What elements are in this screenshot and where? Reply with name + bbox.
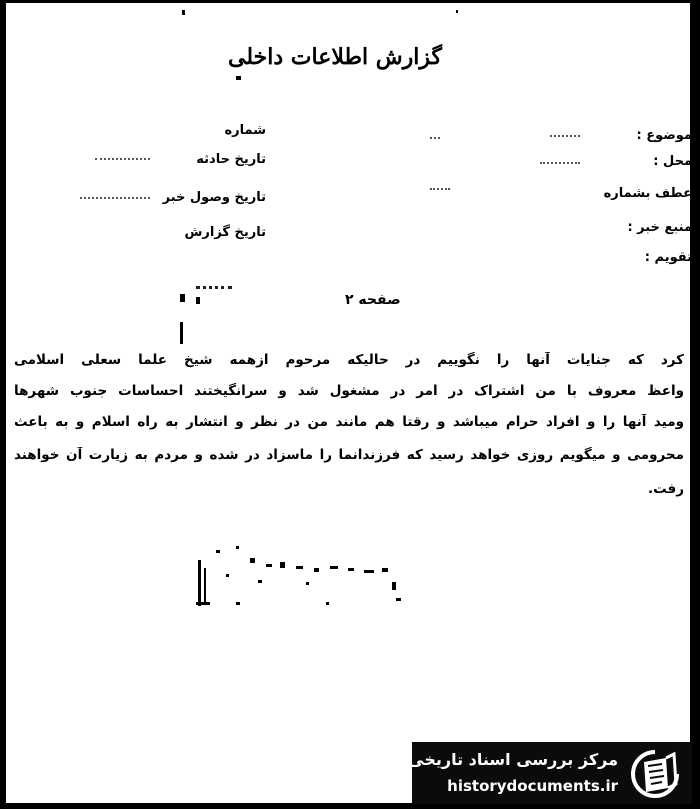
- watermark-website: historydocuments.ir: [447, 777, 618, 795]
- number-label: شماره: [224, 123, 266, 138]
- scan-speck: [196, 297, 200, 304]
- archive-watermark: [408, 742, 692, 804]
- subject-dots: [550, 135, 580, 137]
- scan-border-left: [0, 0, 6, 809]
- scan-speck: [180, 322, 183, 344]
- subject-dots: [430, 137, 440, 139]
- scan-speck: [456, 10, 458, 13]
- body-line: محرومی و میگویم روزی خواهد رسید که فرزندانما را ماسزاد در شده و مردم به زیارت آن خواهند: [14, 447, 684, 463]
- scan-speck: [182, 10, 185, 15]
- body-line: ومید آنها را و افراد حرام میباشد و رقتا هم مانند من در نظر و انتشار به راه اسلام و به باعث: [14, 414, 684, 430]
- report-date-label: تاریخ گزارش: [184, 225, 266, 240]
- event-date-dots: [95, 158, 150, 160]
- subject-label: موضوع :: [636, 128, 692, 143]
- event-date-label: تاریخ حادثه: [196, 152, 266, 167]
- reference-label: عطف بشماره: [603, 186, 692, 201]
- watermark-org-name: مرکز بررسی اسناد تاریخی: [408, 750, 618, 769]
- place-dots: [540, 162, 580, 164]
- scan-speck: [236, 76, 241, 80]
- body-line: واعظ معروف با من اشتراک در امر در مشغول شد و سرانگیختند احساسات جنوب شهرها: [14, 383, 684, 399]
- page-dots: [196, 286, 232, 289]
- scan-border-right: [690, 0, 700, 809]
- signature-mark: [196, 540, 406, 614]
- document-title: گزارش اطلاعات داخلی: [228, 44, 442, 70]
- news-date-label: تاریخ وصول خبر: [162, 190, 266, 205]
- evaluation-label: تقویم :: [644, 250, 692, 265]
- body-line: کرد که جنایات آنها را نگوییم در حالیکه مرحوم ازهمه شیخ علما سعلی اسلامی: [14, 352, 684, 368]
- place-label: محل :: [653, 154, 692, 169]
- scan-border-top: [0, 0, 700, 3]
- news-date-dots: [80, 197, 150, 199]
- body-line: رفت.: [647, 481, 684, 497]
- reference-dots: [430, 188, 450, 190]
- scan-speck: [180, 294, 185, 302]
- source-label: منبع خبر :: [627, 220, 692, 235]
- page-number: صفحه ۲: [345, 292, 401, 308]
- document-archive-logo-icon: [628, 748, 682, 800]
